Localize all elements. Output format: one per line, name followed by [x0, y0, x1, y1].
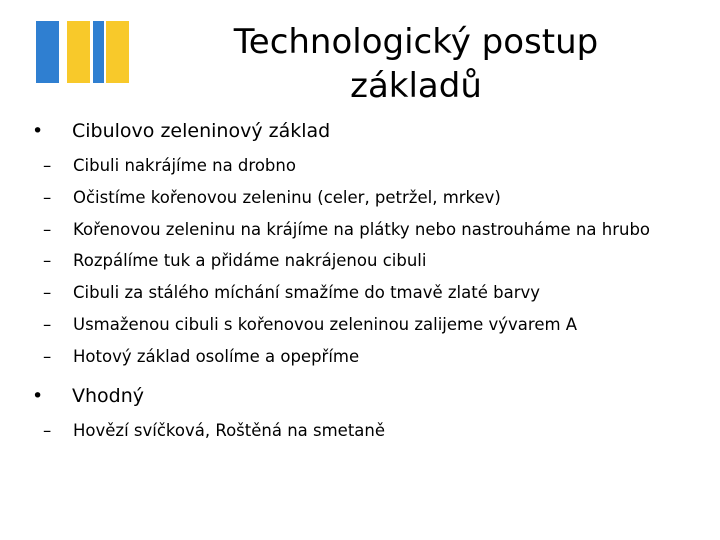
logo: [36, 21, 129, 83]
list-item: [30, 245, 700, 277]
list-item-text: Očistíme kořenovou zeleninu (celer, petržel, mrkev): [73, 188, 501, 207]
list-item: [30, 214, 700, 245]
list-item-text: Usmaženou cibuli s kořenovou zeleninou zalijeme vývarem A: [73, 315, 578, 334]
section-label: Cibulovo zeleninový základ: [72, 120, 331, 142]
slide-title: Technologický postup základů: [233, 22, 599, 106]
logo-bar-yellow-2: [106, 21, 129, 83]
list-item: [30, 341, 700, 373]
dash-icon: –: [43, 251, 52, 270]
list-item-text: Hotový základ osolíme a opepříme: [73, 347, 360, 366]
list-item: [30, 182, 700, 214]
list-item: [30, 150, 700, 182]
list-item-text: Kořenovou zeleninu na krájíme na plátky nebo nastrouháme na hrubo: [73, 220, 651, 239]
dash-icon: –: [43, 283, 52, 302]
section-heading: [30, 381, 700, 411]
sub-list: [30, 415, 700, 447]
list-item-text: Hovězí svíčková, Roštěná na smetaně: [73, 421, 386, 440]
sub-list: [30, 150, 700, 373]
section-heading: [30, 116, 700, 146]
logo-bar-yellow-1: [67, 21, 90, 83]
dash-icon: –: [43, 188, 52, 207]
list-item-text: Cibuli nakrájíme na drobno: [73, 156, 296, 175]
dash-icon: –: [43, 156, 52, 175]
list-item: [30, 309, 700, 341]
logo-bar-blue-2: [93, 21, 104, 83]
bullet-icon: •: [32, 120, 44, 142]
bullet-icon: •: [32, 385, 44, 407]
list-item: [30, 415, 700, 447]
section-label: Vhodný: [72, 385, 145, 407]
dash-icon: –: [43, 220, 52, 239]
list-item-text: Rozpálíme tuk a přidáme nakrájenou cibuli: [73, 251, 427, 270]
dash-icon: –: [43, 421, 52, 440]
dash-icon: –: [43, 347, 52, 366]
list-item-text: Cibuli za stálého míchání smažíme do tmavě zlaté barvy: [73, 283, 541, 302]
dash-icon: –: [43, 315, 52, 334]
logo-bar-blue-1: [36, 21, 59, 83]
list-item: [30, 277, 700, 309]
bullet-list: [30, 116, 700, 455]
